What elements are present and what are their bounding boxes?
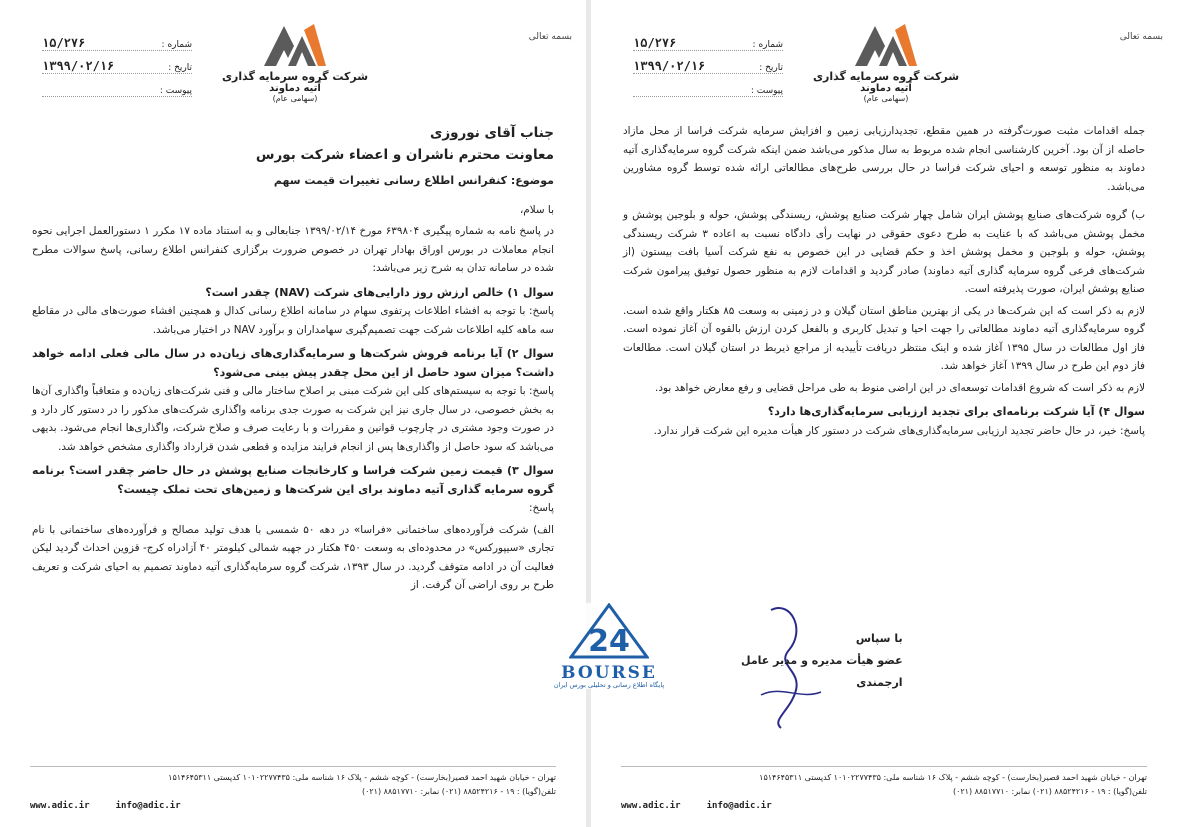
intro-paragraph: در پاسخ نامه به شماره پیگیری ۶۳۹۸۰۴ مورخ ۱۳۹۹/۰۲/۱۴ جنابعالی و به استناد ماده ۱۷ مکرر ۱ دستورالعمل اجرایی نحوه انجام معاملات در بورس اوراق بهادار تهران در خصوص ضرورت برگزاری کنفرانس اطلاع رسانی، پاسخ سوالات مطرح شده در سامانه تدان به شرح زیر می‌باشد: xyxy=(32,225,555,274)
question-1: سوال ۱) خالص ارزش روز دارایی‌های شرکت (NAV) چقدر است؟ xyxy=(205,285,554,299)
attachment-label: پیوست : xyxy=(750,86,783,96)
answer-2: پاسخ: با توجه به سیستم‌های کلی این شرکت مبنی بر اصلاح ساختار مالی و فنی شرکت‌های زیان‌ده و متعاقباً واگذاری آن‌ها به بخش خصوصی، در سال جاری نیز این شرکت به صورت جدی برنامه واگذاری شرکت‌های مذکور را در دستور کار دارد و در صورت وجود مشتری در چارچوب قوانین و مقررات و با رعایت صرف و صلاح شرکت، واگذاری‌ها انجام می‌شود. بدیهی می‌باشد که سود حاصل از واگذاری‌ها پس از انجام فرایند مزایده و قطعی شدن قرارداد واگذاری مشخص خواهد شد. xyxy=(32,385,554,453)
date-label: تاریخ : xyxy=(759,63,783,73)
bourse-subtitle: پایگاه اطلاع رسانی و تحلیلی بورس ایران xyxy=(553,681,665,689)
company-name-2: آتیه دماوند xyxy=(860,83,912,94)
company-type: (سهامی عام) xyxy=(272,94,318,103)
mountain-logo-icon xyxy=(851,20,921,68)
bourse-brand: BOURSE xyxy=(561,663,657,683)
footer-website: www.adic.ir xyxy=(621,801,681,811)
paragraph-3: لازم به ذکر است که این شرکت‌ها در یکی از بهترین مناطق استان گیلان و در زمینی به وسعت ۸۵ هکتار واقع شده است. گروه سرمایه‌گذاری آتیه دماوند مطالعاتی را جهت احیا و تبدیل کاربری و بالفعل کردن ارزش بالقوه آن آغاز نموده است. فاز اول مطالعات در سال ۱۳۹۵ آغاز شده و اینک منتظر دریافت تأییدیه از مراجع ذیربط در استان گیلان است. مطالعات فاز دوم این طرح در سال ۱۳۹۹ آغاز خواهد شد. xyxy=(623,304,1145,372)
attachment-label: پیوست : xyxy=(159,86,192,96)
question-3: سوال ۳) قیمت زمین شرکت فراسا و کارخانجات صنایع پوشش در حال حاضر چقدر است؟ برنامه گروه سرمایه گذاری آتیه دماوند برای این شرکت‌ها و زمین‌های تحت تملک چیست؟ xyxy=(32,464,555,496)
paragraph-be: ب) گروه شرکت‌های صنایع پوشش ایران شامل چهار شرکت صنایع پوشش، ریسندگی پوشش، حوله و بلوجین پوشش و مخمل پوشش می‌باشد که با عنایت به طرح دعوی حقوقی در نهایت رأی دادگاه نسبت به اعاده ۳ شرکت ریسندگی پوشش، حوله و بلوجین و مخمل پوشش اخذ و حکم قضایی در این خصوص به نفع شرکت آسیا بافت بیستون (از شرکت‌های فرعی گروه سرمایه گذاری آتیه دماوند) صادر گردید و اقدامات لازم به منظور حصول توفیق پیرامون شرکت صنایع پوشش ایران، صورت پذیرفته است. xyxy=(623,209,1145,295)
letter-meta-2 xyxy=(633,30,783,99)
closing-text: با سپاس xyxy=(855,632,903,645)
number-label: شماره : xyxy=(161,40,192,50)
svg-text:24: 24 xyxy=(588,624,630,659)
letter-meta xyxy=(42,30,192,99)
letter-footer-2 xyxy=(621,766,1147,813)
bismillah-text-2: بسمه تعالی xyxy=(1119,32,1163,42)
addressee-name: جناب آقای نوروزی xyxy=(429,125,554,141)
footer-address: تهران - خیابان شهید احمد قصیر(بخارست) - کوچه ششم - پلاک ۱۶ شناسه ملی: ۱۰۱۰۲۲۷۷۴۳۵ کدپستی ۱۵۱۴۶۴۵۳۱۱ xyxy=(759,773,1147,782)
date-value: ۱۳۹۹/۰۲/۱۶ xyxy=(633,59,706,73)
letterhead xyxy=(0,0,586,120)
letter-page-left xyxy=(0,0,586,827)
answer-3-alef: الف) شرکت فرآورده‌های ساختمانی «فراسا» در دهه ۵۰ شمسی با هدف تولید مصالح و فرآورده‌های ساختمانی با نام تجاری «سیپورکس» در محدوده‌ای به وسعت ۴۵۰ هکتار در جهبه شمالی کیلومتر ۴۰ آزادراه کرج- قزوین احداث گردید لیکن فعالیت آن در ادامه متوقف گردید. در سال ۱۳۹۳، شرکت گروه سرمایه‌گذاری آتیه دماوند تصمیم به احیای شرکت و تعریف طرح بر روی اراضی آن گرفت. از xyxy=(32,523,554,591)
footer-email: info@adic.ir xyxy=(115,801,181,811)
addressee-title: معاونت محترم ناشران و اعضاء شرکت بورس xyxy=(255,147,554,163)
letterhead-2 xyxy=(591,0,1177,120)
footer-website: www.adic.ir xyxy=(30,801,90,811)
bourse-watermark xyxy=(548,603,670,689)
question-2: سوال ۲) آیا برنامه فروش شرکت‌ها و سرمایه‌گذاری‌های زیان‌ده در سال مالی فعلی ادامه خواهد داشت؟ میزان سود حاصل از این محل چقدر پیش بینی می‌شود؟ xyxy=(32,347,554,379)
answer-3-label: پاسخ: xyxy=(529,502,554,514)
company-name-2: آتیه دماوند xyxy=(269,83,321,94)
paragraph-1: جمله اقدامات مثبت صورت‌گرفته در همین مقطع، تجدیدارزیابی زمین و افزایش سرمایه شرکت فراسا از محل مازاد حاصله از آن بود. آخرین کارشناسی انجام شده مربوط به سال مذکور می‌باشد ضمن اینکه شرکت گروه سرمایه‌گذاری آتیه دماوند به منظور توسعه و احیای شرکت فراسا در حال بررسی طرح‌های مطالعاتی ارائه شده توسط گروه مشاورین می‌باشد. xyxy=(623,125,1145,193)
company-type: (سهامی عام) xyxy=(863,94,909,103)
mountain-logo-icon xyxy=(260,20,330,68)
footer-phones: تلفن(گویا) : ۱۹ - ۸۸۵۲۴۲۱۶ (۰۲۱) نمابر: ۸۸۵۱۷۷۱۰ (۰۲۱) xyxy=(952,787,1147,796)
company-name: شرکت گروه سرمایه گذاری xyxy=(812,70,960,83)
question-4: سوال ۴) آیا شرکت برنامه‌ای برای تجدید ارزیابی سرمایه‌گذاری‌ها دارد؟ xyxy=(767,405,1145,418)
company-logo-2 xyxy=(811,20,961,103)
number-label: شماره : xyxy=(752,40,783,50)
date-label: تاریخ : xyxy=(168,63,192,73)
date-value: ۱۳۹۹/۰۲/۱۶ xyxy=(42,59,115,73)
answer-4: پاسخ: خیر، در حال حاضر تجدید ارزیابی سرمایه‌گذاری‌های شرکت در دستور کار هیأت مدیره این شرکت قرار ندارد. xyxy=(653,424,1145,437)
letter-footer xyxy=(30,766,556,813)
letter-body-2 xyxy=(623,122,1145,443)
greeting: با سلام، xyxy=(519,203,554,216)
signature-block xyxy=(741,628,903,694)
answer-1: پاسخ: با توجه به افشاء اطلاعات پرتفوی سهام در سامانه اطلاع رسانی کدال و همچنین افشاء صورت‌های مالی در مقاطع سه ماهه کلیه اطلاعات شرکت جهت تصمیم‌گیری سهامداران و برآورد NAV در اختیار می‌باشد. xyxy=(32,305,554,336)
letter-subject: موضوع: کنفرانس اطلاع رسانی تغییرات قیمت سهم xyxy=(273,174,554,187)
footer-phones: تلفن(گویا) : ۱۹ - ۸۸۵۲۴۲۱۶ (۰۲۱) نمابر: ۸۸۵۱۷۷۱۰ (۰۲۱) xyxy=(361,787,556,796)
company-logo xyxy=(220,20,370,103)
number-value: ۱۵/۲۷۶ xyxy=(42,36,86,50)
bourse-24-logo-icon xyxy=(569,603,649,659)
letter-page-right xyxy=(591,0,1177,827)
footer-email: info@adic.ir xyxy=(706,801,772,811)
letter-body xyxy=(32,122,554,598)
signer-name: ارجمندی xyxy=(856,676,903,689)
bismillah-text: بسمه تعالی xyxy=(528,32,572,42)
footer-address: تهران - خیابان شهید احمد قصیر(بخارست) - کوچه ششم - پلاک ۱۶ شناسه ملی: ۱۰۱۰۲۲۷۷۴۳۵ کدپستی ۱۵۱۴۶۴۵۳۱۱ xyxy=(168,773,556,782)
signer-title: عضو هیأت مدیره و مدیر عامل xyxy=(741,654,903,667)
number-value: ۱۵/۲۷۶ xyxy=(633,36,677,50)
paragraph-4: لازم به ذکر است که شروع اقدامات توسعه‌ای در این اراضی منوط به طی مراحل قضایی و رفع معارض خواهد بود. xyxy=(655,381,1145,394)
company-name: شرکت گروه سرمایه گذاری xyxy=(221,70,369,83)
